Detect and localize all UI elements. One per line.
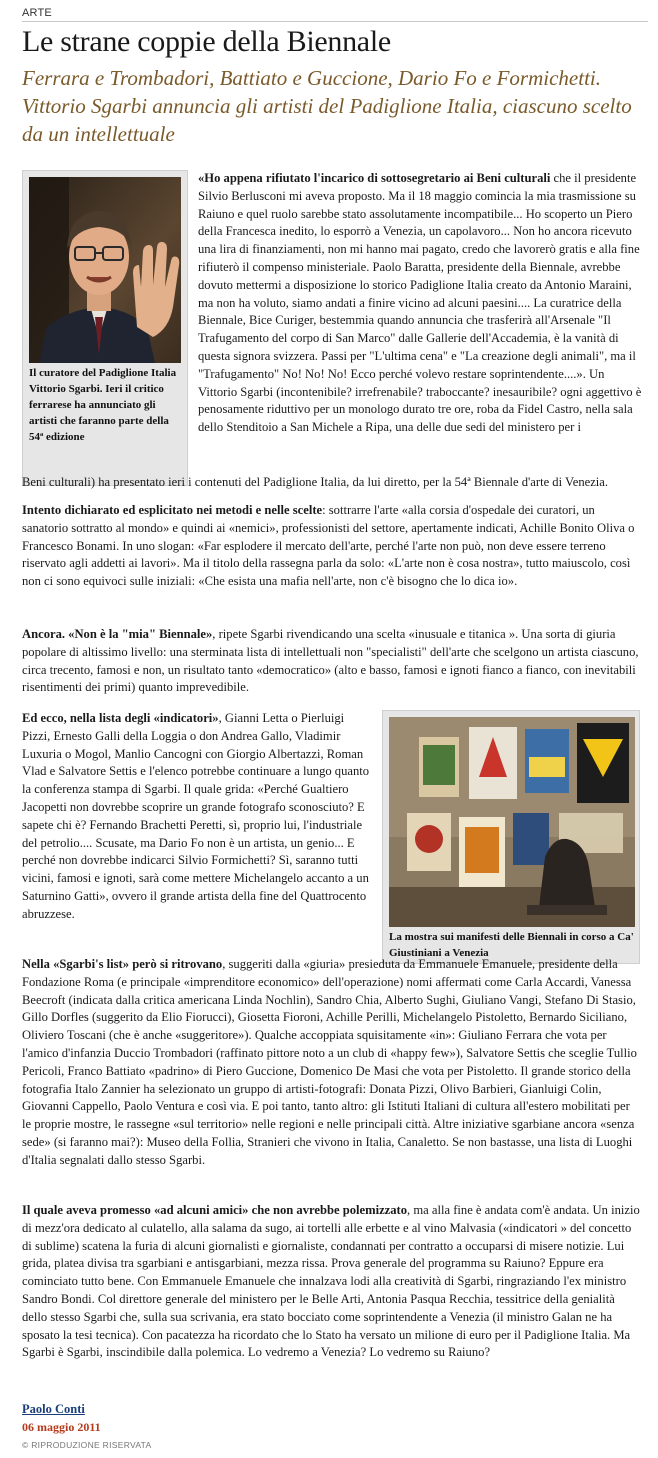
- portrait-photo: [29, 177, 181, 363]
- paragraph: [198, 170, 644, 437]
- paragraph-body: , Gianni Letta o Pierluigi Pizzi, Ernesto Galli della Loggia o don Andrea Gallo, Vladimir Luxuria o Mogol, Manlio Cancogni con Giorgio Albertazzi, Roman Vlad e Salvatore Settis e l'elenco potrebbe continuare a lungo quanto la conferenza stampa di Sgarbi. Il quale grida: «Perché Gualtiero Jacopetti non dovrebbe scoprire un grande fotografo sconosciuto? E sapete chi è? Fernando Brachetti Peretti, sì, proprio lui, l'industriale del petrolio.... Scusate, ma Dario Fo non è un artista, un genio... E perché non dovrebbe indicarci Silvio Formichetti? Sì, saranno tutti vicini, famosi e ignoti, sarà come mettere Michelangelo accanto a un Saturnino Gatti», ovvero il grande artista della fine del Quattrocento abruzzese.: [22, 711, 370, 921]
- paragraph-continuation: Beni culturali) ha presentato ieri i contenuti del Padiglione Italia, da lui diretto, per la 54ª Biennale d'arte di Venezia.: [22, 475, 609, 489]
- figure-portrait: [22, 170, 188, 486]
- paragraph-body: , suggeriti dalla «giuria» presieduta da Emmanuele Emanuele, presidente della Fondazione Roma (e principale «imprenditore economico» dell'operazione) nomi affermati come Carla Accardi, Vanessa Beecroft (indicata dalla critica americana Linda Nochlin), Sandro Chia, Alberto Sughi, Giuliano Vangi, Stefano Di Stasio, Gillo Dorfles (suggerito da Elio Fiorucci), Giosetta Fioroni, Achille Perilli, Michelangelo Pistoletto, Bernardo Siciliano, Oliviero Toscani (che è anche «suggeritore»). Qualche accoppiata squisitamente «in»: Giuliano Ferrara che vota per l'amico d'infanzia Duccio Trombadori (raffinato pittore noto a un club di «happy few»), Salvatore Settis che sceglie Tullio Pericoli, Franco Battiato «padrino» di Piero Guccione, Domenico De Masi che vota per Pistoletto. Il grande storico della fotografia Italo Zannier ha selezionato un gruppo di artisti-fotografi: Donata Pizzi, Olivo Barbieri, Gianluigi Colin, Giovanni Cappello, Paolo Ventura e così via. E poi tanto, tanto altro: gli Istituti Italiani di cultura all'estero mobilitati per le proprie mostre, le rassegne «sul territorio» nelle regioni e nelle principali città. Altre iniziative sgarbiane ancora «senza sede» (si faranno mai?): Museo della Follia, Stranieri che vivono in Italia, Canaletto. Se non bastasse, una lista di Luoghi d'Italia segnalati dallo stesso Sgarbi.: [22, 957, 637, 1167]
- paragraph-lead: Intento dichiarato ed esplicitato nei metodi e nelle scelte: [22, 503, 323, 517]
- article-headline: Le strane coppie della Biennale: [22, 25, 391, 58]
- paragraph-lead: Ed ecco, nella lista degli «indicatori»: [22, 711, 219, 725]
- paragraph-lead: «Ho appena rifiutato l'incarico di sottosegretario ai Beni culturali: [198, 171, 551, 185]
- section-label: ARTE: [22, 7, 52, 19]
- article-subhead: Ferrara e Trombadori, Battiato e Guccione, Dario Fo e Formichetti. Vittorio Sgarbi annuncia gli artisti del Padiglione Italia, ciascuno scelto da un intellettuale: [22, 66, 632, 146]
- paragraph-lead: Ancora. «Non è la "mia" Biennale»: [22, 627, 213, 641]
- figure-exhibition: [382, 710, 640, 964]
- figure-caption: Il curatore del Padiglione Italia Vittorio Sgarbi. Ieri il critico ferrarese ha annunciato gli artisti che faranno parte della 54ª edizione: [29, 367, 177, 443]
- paragraph-body: : sottrarre l'arte «alla corsia d'ospedale dei curatori, un sanatorio sottratto al mondo» e quindi ai «nemici», professionisti del settore, apertamente indicati, Achille Bonito Oliva o Francesco Bonami. In uno slogan: «Far esplodere il mercato dell'arte, perché l'arte non può, non deve essere terreno riservato agli addetti ai lavori». Ma il titolo della rassegna parla da solo: «L'arte non è cosa nostra», tutto maiuscolo, così non ci sono equivoci sulle iniziali: «Che esista una mafia nell'arte, non c'è bisogno che lo dica io».: [22, 503, 635, 589]
- paragraph-body: che il presidente Silvio Berlusconi mi aveva proposto. Ma il 18 maggio comincia la mia trasmissione su Raiuno e quel ruolo sarebbe stato assolutamente incompatibile... Ho scoperto un Piero della Francesca inedito, lo esporrò a Venezia, un capolavoro... Non ho ancora ricevuto una lira di finanziamenti, non mi hanno mai pagato, credo che lavorerò gratis e alla fine rifiuterò il compenso ministeriale. Paolo Baratta, presidente della Biennale, avrebbe dovuto mettermi a disposizione lo storico Padiglione Italia creato da Antonio Maraini, ma non ha voluto, siamo andati a finire vicino ad alcuni paesini.... La curatrice della Biennale, Bice Curiger, bestemmia quando annuncia che trasferirà all'Arsenale "Il Trafugamento del corpo di San Marco" dalle Gallerie dell'Accademia, è la vanità di questa signora svizzera. Passi per "L'ultima cena" e "La creazione degli animali", ma il "Trafugamento" No! No! No! Ecco perché volevo restare soprintendente....». Un Vittorio Sgarbi (incontenibile? irrefrenabile? traboccante? inesauribile? ogni aggettivo è penosamente riduttivo per un monologo durato tre ore, roba da Fidel Castro, nella sala dello Stenditoio a San Michele a Ripa, una delle due sedi del ministero per i: [198, 171, 642, 435]
- paragraph-body: , ma alla fine è andata com'è andata. Un inizio di mezz'ora dedicato al culatello, alla salama da sugo, ai tortelli alle erbette e al vino Malvasia («indicatori » del concetto di sublime) scatena la furia di alcuni giornalisti e giornaliste, condannati per contratto a occuparsi di misere notizie. Lui grida, platea divisa tra sgarbiani e antisgarbiani, mezza rissa. Prova generale del programma su Raiuno? Eppure era cominciato tutto bene. Con Emmanuele Emanuele che innalzava lodi alla creatività di Sgarbi, ringraziando l'ex ministro Sandro Bondi. Col direttore generale del ministero per le Belle Arti, Antonia Pasqua Recchia, tessitrice della genialità dello stesso Sgarbi che, sulla sua scrivania, era stato bocciato come soprintendente a Venezia (il ministro Galan ne ha sposato la tesi tecnica). Con pacatezza ha ricordato che lo Stato ha versato un milione di euro per il Padiglione Italia. Ma Sgarbi è Sgarbi, inscindibile dalla polemica. Lo vedremo a Venezia? Lo vedremo su Raiuno?: [22, 1203, 640, 1360]
- paragraph-lead: Nella «Sgarbi's list» però si ritrovano: [22, 957, 223, 971]
- author-link[interactable]: Paolo Conti: [22, 1402, 85, 1416]
- paragraph: [22, 626, 642, 697]
- paragraph: [22, 956, 642, 1170]
- paragraph-lead: Il quale aveva promesso «ad alcuni amici» che non avrebbe polemizzato: [22, 1203, 408, 1217]
- paragraph: [22, 1202, 642, 1362]
- paragraph: [22, 710, 372, 924]
- paragraph: [22, 502, 642, 591]
- divider: [22, 21, 648, 22]
- exhibition-photo: [389, 717, 635, 927]
- figure-caption: La mostra sui manifesti delle Biennali in corso a Ca' Giustiniani a Venezia: [389, 931, 634, 959]
- publish-date: 06 maggio 2011: [22, 1420, 101, 1434]
- paragraph-body: , ripete Sgarbi rivendicando una scelta «inusuale e titanica ». Una sorta di giuria popolare di altissimo livello: una sterminata lista di intellettuali non "specialisti" dell'arte che scelgono un artista ciascuno, circa trecento, famosi e non, un risultato tanto «democratico» (alto e basso, famosi e ignoti fianco a fianco, con inevitabili risentimenti dei primi) quanto imprevedibile.: [22, 627, 639, 695]
- copyright-notice: © RIPRODUZIONE RISERVATA: [22, 1440, 152, 1450]
